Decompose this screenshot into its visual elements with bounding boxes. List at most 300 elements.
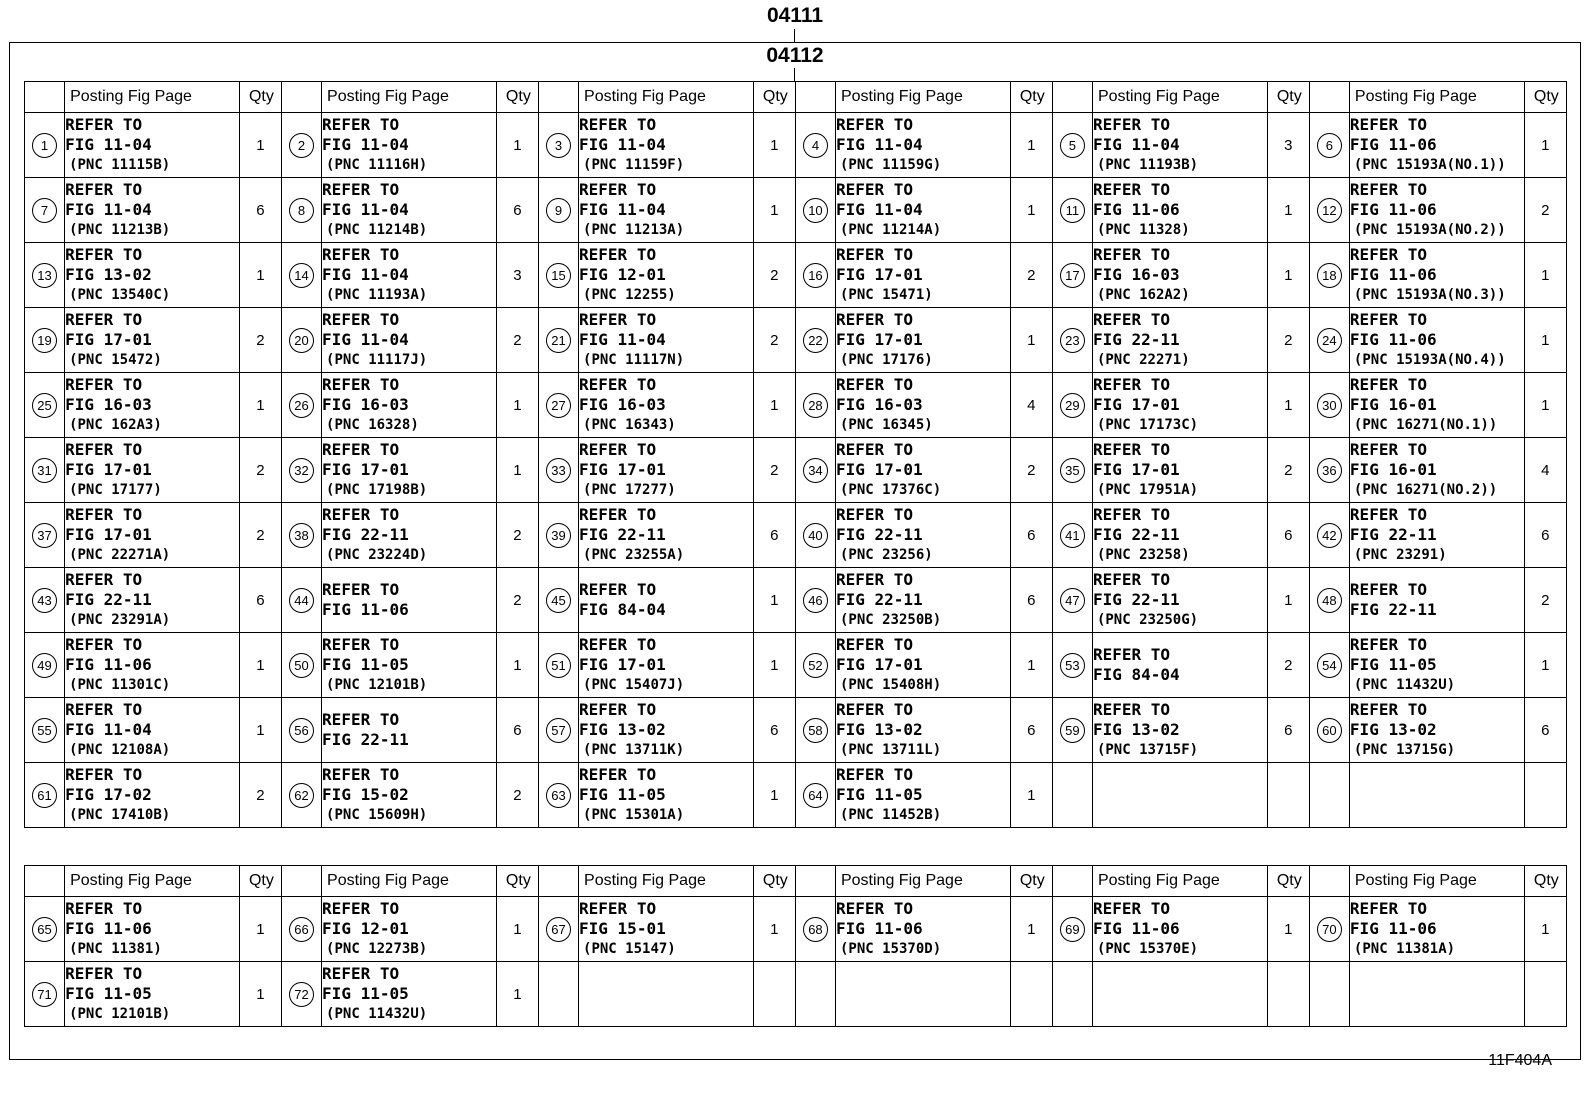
item-number-cell [1052, 633, 1092, 698]
posting-cell [65, 178, 240, 243]
refer-to-text: REFER TO [1349, 580, 1427, 599]
refer-to-text: REFER TO [835, 635, 914, 654]
refer-to-text: REFER TO [322, 375, 400, 394]
item-number-callout: 19 [32, 328, 57, 353]
qty-cell: 1 [239, 962, 281, 1027]
posting-cell [65, 438, 240, 503]
pnc-text: (PNC 23256) [839, 547, 933, 563]
item-number-cell [281, 178, 321, 243]
posting-cell [1349, 763, 1524, 828]
qty-cell [1267, 962, 1309, 1027]
item-number-callout: 20 [289, 328, 314, 353]
qty-cell: 1 [496, 373, 538, 438]
refer-to-text: REFER TO [1092, 245, 1171, 264]
fig-page-text: FIG 22-11 [322, 525, 409, 544]
qty-cell: 6 [1267, 698, 1309, 763]
item-number-callout: 39 [546, 523, 571, 548]
refer-to-text: REFER TO [1349, 899, 1427, 918]
item-number-callout: 37 [32, 523, 57, 548]
header-posting-fig-page: Posting Fig Page [322, 82, 497, 113]
header-qty: Qty [1267, 82, 1309, 113]
item-number-cell [538, 373, 578, 438]
item-number-cell [1309, 503, 1349, 568]
label-04111: 04111 [766, 4, 824, 27]
qty-cell: 6 [239, 568, 281, 633]
posting-cell [579, 763, 754, 828]
posting-cell [1349, 308, 1524, 373]
pnc-text: (PNC 11432U) [326, 1006, 428, 1022]
posting-cell [579, 897, 754, 962]
item-number-callout: 49 [32, 653, 57, 678]
qty-cell: 2 [496, 568, 538, 633]
pnc-text: (PNC 23291A) [69, 612, 171, 628]
item-number-cell [795, 633, 835, 698]
item-number-cell [1052, 438, 1092, 503]
header-index-cell [538, 866, 578, 897]
fig-page-text: FIG 16-01 [1349, 460, 1437, 479]
pnc-text: (PNC 16328) [326, 417, 419, 433]
fig-page-text: FIG 11-05 [65, 984, 152, 1003]
pnc-text: (PNC 15408H) [839, 677, 942, 693]
item-number-cell [795, 308, 835, 373]
qty-cell: 1 [1010, 308, 1052, 373]
refer-to-text: REFER TO [65, 180, 143, 199]
posting-cell [835, 113, 1010, 178]
pnc-text: (PNC 17376C) [839, 482, 942, 498]
pnc-text: (PNC 15301A) [583, 807, 685, 823]
refer-to-text: REFER TO [322, 245, 400, 264]
refer-to-text: REFER TO [65, 115, 143, 134]
qty-cell: 2 [239, 763, 281, 828]
table-row [25, 503, 1567, 568]
table-row [25, 308, 1567, 373]
item-number-cell [1052, 243, 1092, 308]
fig-page-text: FIG 16-03 [65, 395, 152, 414]
posting-cell [1092, 243, 1267, 308]
item-number-callout: 51 [546, 653, 571, 678]
fig-page-text: FIG 11-05 [1349, 655, 1437, 674]
pnc-text: (PNC 23255A) [583, 547, 685, 563]
item-number-cell [1309, 568, 1349, 633]
posting-cell [65, 308, 240, 373]
posting-cell [579, 243, 754, 308]
pnc-text: (PNC 16343) [583, 417, 676, 433]
header-posting-fig-page: Posting Fig Page [1349, 866, 1524, 897]
pnc-text: (PNC 17176) [839, 352, 933, 368]
header-posting-fig-page: Posting Fig Page [835, 866, 1010, 897]
item-number-cell [538, 897, 578, 962]
refer-to-text: REFER TO [579, 765, 657, 784]
posting-cell [1349, 897, 1524, 962]
posting-cell [322, 698, 497, 763]
fig-page-text: FIG 16-03 [322, 395, 409, 414]
refer-to-text: REFER TO [1349, 375, 1427, 394]
item-number-callout: 1 [32, 133, 57, 158]
parts-reference-table-2 [24, 865, 1567, 1027]
item-number-cell [281, 568, 321, 633]
pnc-text: (PNC 15471) [839, 287, 933, 303]
fig-page-text: FIG 22-11 [835, 525, 923, 544]
qty-cell: 1 [239, 897, 281, 962]
qty-cell: 1 [1010, 897, 1052, 962]
fig-page-text: FIG 11-06 [1349, 330, 1437, 349]
fig-page-text: FIG 17-01 [579, 460, 666, 479]
posting-cell [65, 633, 240, 698]
leader-line-inner [794, 68, 795, 81]
refer-to-text: REFER TO [65, 440, 143, 459]
posting-cell [322, 897, 497, 962]
refer-to-text: REFER TO [579, 899, 657, 918]
item-number-cell [1052, 568, 1092, 633]
refer-to-text: REFER TO [1092, 310, 1171, 329]
fig-page-text: FIG 22-11 [1092, 525, 1180, 544]
pnc-text: (PNC 11213B) [69, 222, 171, 238]
header-posting-fig-page: Posting Fig Page [579, 82, 754, 113]
fig-page-text: FIG 11-04 [65, 720, 152, 739]
item-number-cell [1309, 308, 1349, 373]
item-number-callout: 71 [32, 982, 57, 1007]
table-row [25, 178, 1567, 243]
item-number-cell [281, 962, 321, 1027]
refer-to-text: REFER TO [835, 899, 914, 918]
posting-cell [322, 962, 497, 1027]
item-number-cell [281, 698, 321, 763]
item-number-callout: 12 [1317, 198, 1342, 223]
posting-cell [579, 698, 754, 763]
qty-cell: 6 [1010, 568, 1052, 633]
fig-page-text: FIG 17-01 [835, 265, 923, 284]
item-number-callout: 13 [32, 263, 57, 288]
pnc-text: (PNC 11214A) [839, 222, 942, 238]
posting-cell [1349, 113, 1524, 178]
item-number-cell [1309, 763, 1349, 828]
pnc-text: (PNC 11214B) [326, 222, 428, 238]
posting-cell [1092, 178, 1267, 243]
qty-cell: 1 [239, 633, 281, 698]
pnc-text: (PNC 11452B) [839, 807, 942, 823]
pnc-text: (PNC 23250B) [839, 612, 942, 628]
refer-to-text: REFER TO [579, 580, 657, 599]
refer-to-text: REFER TO [835, 505, 914, 524]
qty-cell: 2 [1524, 178, 1566, 243]
refer-to-text: REFER TO [579, 440, 657, 459]
header-qty: Qty [1010, 82, 1052, 113]
posting-cell [1349, 698, 1524, 763]
header-posting-fig-page: Posting Fig Page [835, 82, 1010, 113]
pnc-text: (PNC 12273B) [326, 941, 428, 957]
header-qty: Qty [1267, 866, 1309, 897]
posting-cell [322, 568, 497, 633]
header-posting-fig-page: Posting Fig Page [1092, 82, 1267, 113]
header-index-cell [538, 82, 578, 113]
qty-cell: 6 [1267, 503, 1309, 568]
posting-cell [1349, 962, 1524, 1027]
item-number-cell [538, 633, 578, 698]
qty-cell: 2 [1010, 243, 1052, 308]
item-number-cell [538, 962, 578, 1027]
item-number-callout: 54 [1317, 653, 1342, 678]
refer-to-text: REFER TO [1349, 310, 1427, 329]
qty-cell: 1 [753, 897, 795, 962]
refer-to-text: REFER TO [579, 375, 657, 394]
refer-to-text: REFER TO [1092, 700, 1171, 719]
fig-page-text: FIG 17-01 [835, 330, 923, 349]
posting-cell [322, 308, 497, 373]
refer-to-text: REFER TO [1349, 115, 1427, 134]
posting-cell [579, 503, 754, 568]
refer-to-text: REFER TO [835, 310, 914, 329]
pnc-text: (PNC 15370D) [839, 941, 942, 957]
qty-cell: 1 [753, 373, 795, 438]
item-number-callout: 34 [803, 458, 828, 483]
pnc-text: (PNC 15147) [583, 941, 676, 957]
header-index-cell [1052, 866, 1092, 897]
posting-cell [322, 178, 497, 243]
pnc-text: (PNC 16271(NO.2)) [1353, 482, 1498, 498]
refer-to-text: REFER TO [322, 765, 400, 784]
figure-code: 11F404A [1488, 1052, 1552, 1069]
item-number-callout: 5 [1060, 133, 1085, 158]
table-row [25, 962, 1567, 1027]
qty-cell [1524, 763, 1566, 828]
posting-cell [835, 962, 1010, 1027]
header-index-cell [25, 866, 65, 897]
pnc-text: (PNC 11159G) [839, 157, 942, 173]
pnc-text: (PNC 23258) [1096, 547, 1190, 563]
header-qty: Qty [753, 82, 795, 113]
refer-to-text: REFER TO [1092, 899, 1171, 918]
posting-cell [579, 568, 754, 633]
fig-page-text: FIG 17-01 [65, 525, 152, 544]
item-number-callout: 10 [803, 198, 828, 223]
qty-cell: 6 [496, 178, 538, 243]
item-number-cell [281, 373, 321, 438]
item-number-callout: 27 [546, 393, 571, 418]
posting-cell [579, 178, 754, 243]
refer-to-text: REFER TO [1092, 180, 1171, 199]
refer-to-text: REFER TO [322, 180, 400, 199]
refer-to-text: REFER TO [579, 700, 657, 719]
fig-page-text: FIG 11-05 [579, 785, 666, 804]
qty-cell: 1 [753, 178, 795, 243]
pnc-text: (PNC 11193A) [326, 287, 428, 303]
pnc-text: (PNC 13540C) [69, 287, 171, 303]
pnc-text: (PNC 22271) [1096, 352, 1190, 368]
qty-cell [1010, 962, 1052, 1027]
item-number-cell [25, 503, 65, 568]
posting-cell [835, 763, 1010, 828]
item-number-cell [795, 438, 835, 503]
refer-to-text: REFER TO [65, 700, 143, 719]
refer-to-text: REFER TO [835, 570, 914, 589]
item-number-cell [538, 308, 578, 373]
pnc-text: (PNC 162A2) [1096, 287, 1190, 303]
qty-cell: 3 [496, 243, 538, 308]
pnc-text: (PNC 15370E) [1096, 941, 1199, 957]
item-number-callout: 57 [546, 718, 571, 743]
item-number-cell [25, 568, 65, 633]
header-qty: Qty [753, 866, 795, 897]
item-number-callout: 7 [32, 198, 57, 223]
item-number-cell [1309, 113, 1349, 178]
item-number-cell [281, 438, 321, 503]
posting-cell [1349, 568, 1524, 633]
fig-page-text: FIG 11-04 [65, 135, 152, 154]
header-posting-fig-page: Posting Fig Page [1092, 866, 1267, 897]
item-number-cell [795, 113, 835, 178]
posting-cell [65, 568, 240, 633]
item-number-cell [795, 568, 835, 633]
fig-page-text: FIG 11-06 [322, 600, 409, 619]
fig-page-text: FIG 11-04 [579, 200, 666, 219]
fig-page-text: FIG 22-11 [1349, 525, 1437, 544]
posting-cell [835, 568, 1010, 633]
fig-page-text: FIG 84-04 [1092, 665, 1180, 684]
item-number-callout: 35 [1060, 458, 1085, 483]
item-number-callout: 28 [803, 393, 828, 418]
pnc-text: (PNC 22271A) [69, 547, 171, 563]
pnc-text: (PNC 15193A(NO.1)) [1353, 157, 1506, 173]
fig-page-text: FIG 11-04 [322, 265, 409, 284]
header-qty: Qty [1524, 866, 1566, 897]
posting-cell [1092, 113, 1267, 178]
fig-page-text: FIG 17-02 [65, 785, 152, 804]
item-number-cell [795, 897, 835, 962]
fig-page-text: FIG 11-04 [835, 200, 923, 219]
item-number-callout: 41 [1060, 523, 1085, 548]
fig-page-text: FIG 17-01 [835, 460, 923, 479]
refer-to-text: REFER TO [322, 964, 400, 983]
item-number-callout: 52 [803, 653, 828, 678]
fig-page-text: FIG 11-04 [579, 135, 666, 154]
item-number-callout: 18 [1317, 263, 1342, 288]
fig-page-text: FIG 11-05 [322, 655, 409, 674]
header-posting-fig-page: Posting Fig Page [1349, 82, 1524, 113]
posting-cell [579, 373, 754, 438]
item-number-callout: 69 [1060, 917, 1085, 942]
item-number-cell [1309, 373, 1349, 438]
item-number-callout: 2 [289, 133, 314, 158]
refer-to-text: REFER TO [835, 375, 914, 394]
fig-page-text: FIG 11-04 [65, 200, 152, 219]
fig-page-text: FIG 22-11 [322, 730, 409, 749]
posting-cell [1092, 698, 1267, 763]
pnc-text: (PNC 23224D) [326, 547, 428, 563]
item-number-cell [1309, 897, 1349, 962]
pnc-text: (PNC 17173C) [1096, 417, 1199, 433]
item-number-callout: 38 [289, 523, 314, 548]
item-number-callout: 24 [1317, 328, 1342, 353]
item-number-cell [1052, 698, 1092, 763]
pnc-text: (PNC 23291) [1353, 547, 1447, 563]
posting-cell [835, 308, 1010, 373]
refer-to-text: REFER TO [322, 505, 400, 524]
fig-page-text: FIG 16-03 [1092, 265, 1180, 284]
qty-cell: 1 [753, 568, 795, 633]
refer-to-text: REFER TO [65, 635, 143, 654]
qty-cell: 2 [239, 438, 281, 503]
posting-cell [65, 113, 240, 178]
qty-cell: 4 [1524, 438, 1566, 503]
refer-to-text: REFER TO [322, 899, 400, 918]
pnc-text: (PNC 17177) [69, 482, 162, 498]
item-number-cell [25, 698, 65, 763]
item-number-cell [25, 178, 65, 243]
item-number-cell [1052, 763, 1092, 828]
pnc-text: (PNC 13715G) [1353, 742, 1456, 758]
posting-cell [835, 633, 1010, 698]
qty-cell: 6 [239, 178, 281, 243]
item-number-callout: 11 [1060, 198, 1085, 223]
item-number-callout: 17 [1060, 263, 1085, 288]
pnc-text: (PNC 12255) [583, 287, 676, 303]
posting-cell [1092, 308, 1267, 373]
qty-cell: 1 [1010, 763, 1052, 828]
posting-cell [1092, 962, 1267, 1027]
refer-to-text: REFER TO [322, 440, 400, 459]
fig-page-text: FIG 15-01 [579, 919, 666, 938]
item-number-cell [1309, 243, 1349, 308]
posting-cell [835, 503, 1010, 568]
fig-page-text: FIG 11-04 [579, 330, 666, 349]
table-row [25, 897, 1567, 962]
refer-to-text: REFER TO [65, 765, 143, 784]
item-number-callout: 15 [546, 263, 571, 288]
posting-cell [65, 503, 240, 568]
item-number-cell [281, 763, 321, 828]
qty-cell: 2 [1524, 568, 1566, 633]
posting-cell [322, 503, 497, 568]
fig-page-text: FIG 22-11 [579, 525, 666, 544]
fig-page-text: FIG 17-01 [65, 330, 152, 349]
pnc-text: (PNC 11381A) [1353, 941, 1456, 957]
item-number-cell [538, 698, 578, 763]
pnc-text: (PNC 17277) [583, 482, 676, 498]
refer-to-text: REFER TO [1092, 115, 1171, 134]
posting-cell [322, 763, 497, 828]
qty-cell: 1 [1524, 633, 1566, 698]
fig-page-text: FIG 11-06 [1349, 200, 1437, 219]
header-index-cell [25, 82, 65, 113]
item-number-cell [795, 243, 835, 308]
leader-line-top [794, 29, 795, 42]
qty-cell: 1 [239, 113, 281, 178]
posting-cell [1092, 633, 1267, 698]
qty-cell: 2 [1010, 438, 1052, 503]
item-number-cell [795, 698, 835, 763]
refer-to-text: REFER TO [322, 710, 400, 729]
posting-cell [579, 113, 754, 178]
pnc-text: (PNC 15609H) [326, 807, 428, 823]
table-row [25, 568, 1567, 633]
posting-cell [835, 243, 1010, 308]
item-number-callout: 53 [1060, 653, 1085, 678]
fig-page-text: FIG 13-02 [65, 265, 152, 284]
qty-cell: 1 [1267, 178, 1309, 243]
qty-cell: 2 [1267, 633, 1309, 698]
item-number-cell [281, 243, 321, 308]
item-number-callout: 26 [289, 393, 314, 418]
pnc-text: (PNC 11381) [69, 941, 162, 957]
item-number-cell [538, 243, 578, 308]
header-index-cell [1052, 82, 1092, 113]
table-row [25, 373, 1567, 438]
qty-cell: 1 [1010, 633, 1052, 698]
refer-to-text: REFER TO [579, 115, 657, 134]
posting-cell [1092, 373, 1267, 438]
pnc-text: (PNC 11117J) [326, 352, 428, 368]
qty-cell: 2 [1267, 438, 1309, 503]
